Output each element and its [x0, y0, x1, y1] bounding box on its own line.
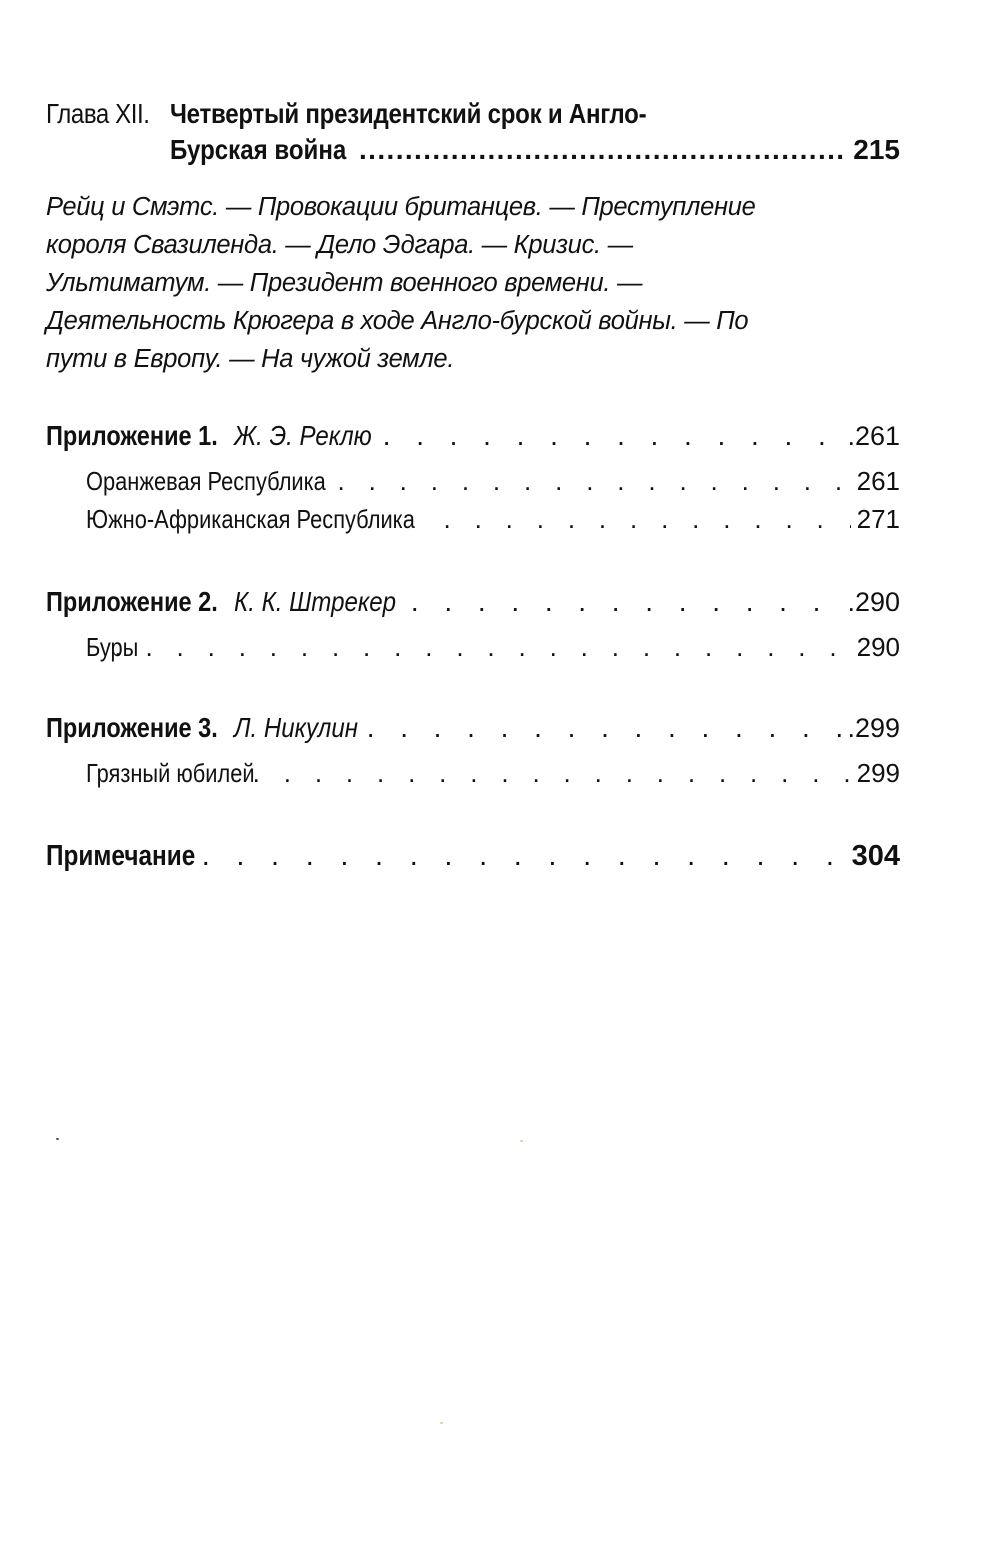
appendix-page-number: .290	[847, 587, 900, 617]
appendix-entry	[46, 708, 900, 792]
appendix-label: Приложение 3.	[46, 712, 218, 743]
notes-entry	[46, 836, 900, 876]
chapter-summary: Рейц и Смэтс. — Провокации британцев. — Преступление короля Свазиленда. — Дело Эдгара. — Кризис. — Ультиматум. — Президент военного времени. — Деятельность Крюгера в ходе Англо-бурской войны. — По пути в Европу. — На чужой земле.	[46, 193, 756, 373]
notes-label: Примечание	[46, 840, 196, 872]
dot-leader	[443, 500, 850, 538]
dot-leader	[411, 582, 842, 622]
appendix-subitem	[86, 500, 900, 538]
dot-leader	[359, 132, 847, 168]
appendix-page-number: .299	[847, 713, 900, 743]
appendix-author: К. К. Штрекер	[234, 586, 397, 617]
chapter-title-line1: Четвертый президентский срок и Англо-	[170, 98, 647, 129]
paper-speck	[56, 1138, 59, 1140]
dot-leader	[202, 836, 846, 876]
chapter-title-row	[170, 132, 900, 168]
paper-speck	[520, 1140, 523, 1142]
appendix-subitem-title: Оранжевая Республика	[86, 466, 326, 496]
appendix-subitem-title: Буры	[86, 632, 139, 662]
appendix-subitem-page: 271	[856, 504, 900, 534]
appendix-subitem-title: Грязный юбилей	[86, 758, 255, 788]
table-of-contents	[46, 96, 900, 876]
appendix-author: Ж. Э. Реклю	[234, 420, 373, 451]
appendix-heading-row	[46, 708, 900, 748]
appendix-subitem-page: 261	[856, 466, 900, 496]
appendix-heading-row	[46, 416, 900, 456]
dot-leader	[383, 416, 842, 456]
appendix-author: Л. Никулин	[234, 712, 359, 743]
appendix-page-number: .261	[847, 421, 900, 451]
dot-leader	[114, 628, 850, 666]
appendix-subitem	[86, 754, 900, 792]
appendix-subitem-page: 290	[856, 632, 900, 662]
appendix-subitem-title: Южно-Африканская Республика	[86, 504, 415, 534]
chapter-title-line2: Бурская война	[170, 134, 347, 165]
appendix-label: Приложение 2.	[46, 586, 218, 617]
dot-leader	[367, 708, 842, 748]
appendix-subitem-page: 299	[856, 758, 900, 788]
notes-page-number: 304	[851, 840, 900, 872]
dot-leader	[338, 462, 851, 500]
dot-leader	[253, 754, 851, 792]
appendix-heading-row	[46, 582, 900, 622]
appendix-subitem	[86, 462, 900, 500]
chapter-label: Глава XII.	[46, 98, 150, 129]
appendix-entry	[46, 582, 900, 666]
appendix-entry	[46, 416, 900, 538]
appendix-label: Приложение 1.	[46, 420, 218, 451]
appendix-subitem	[86, 628, 900, 666]
paper-speck	[440, 1422, 443, 1424]
chapter-entry	[46, 96, 900, 168]
chapter-page-number: 215	[853, 134, 900, 165]
